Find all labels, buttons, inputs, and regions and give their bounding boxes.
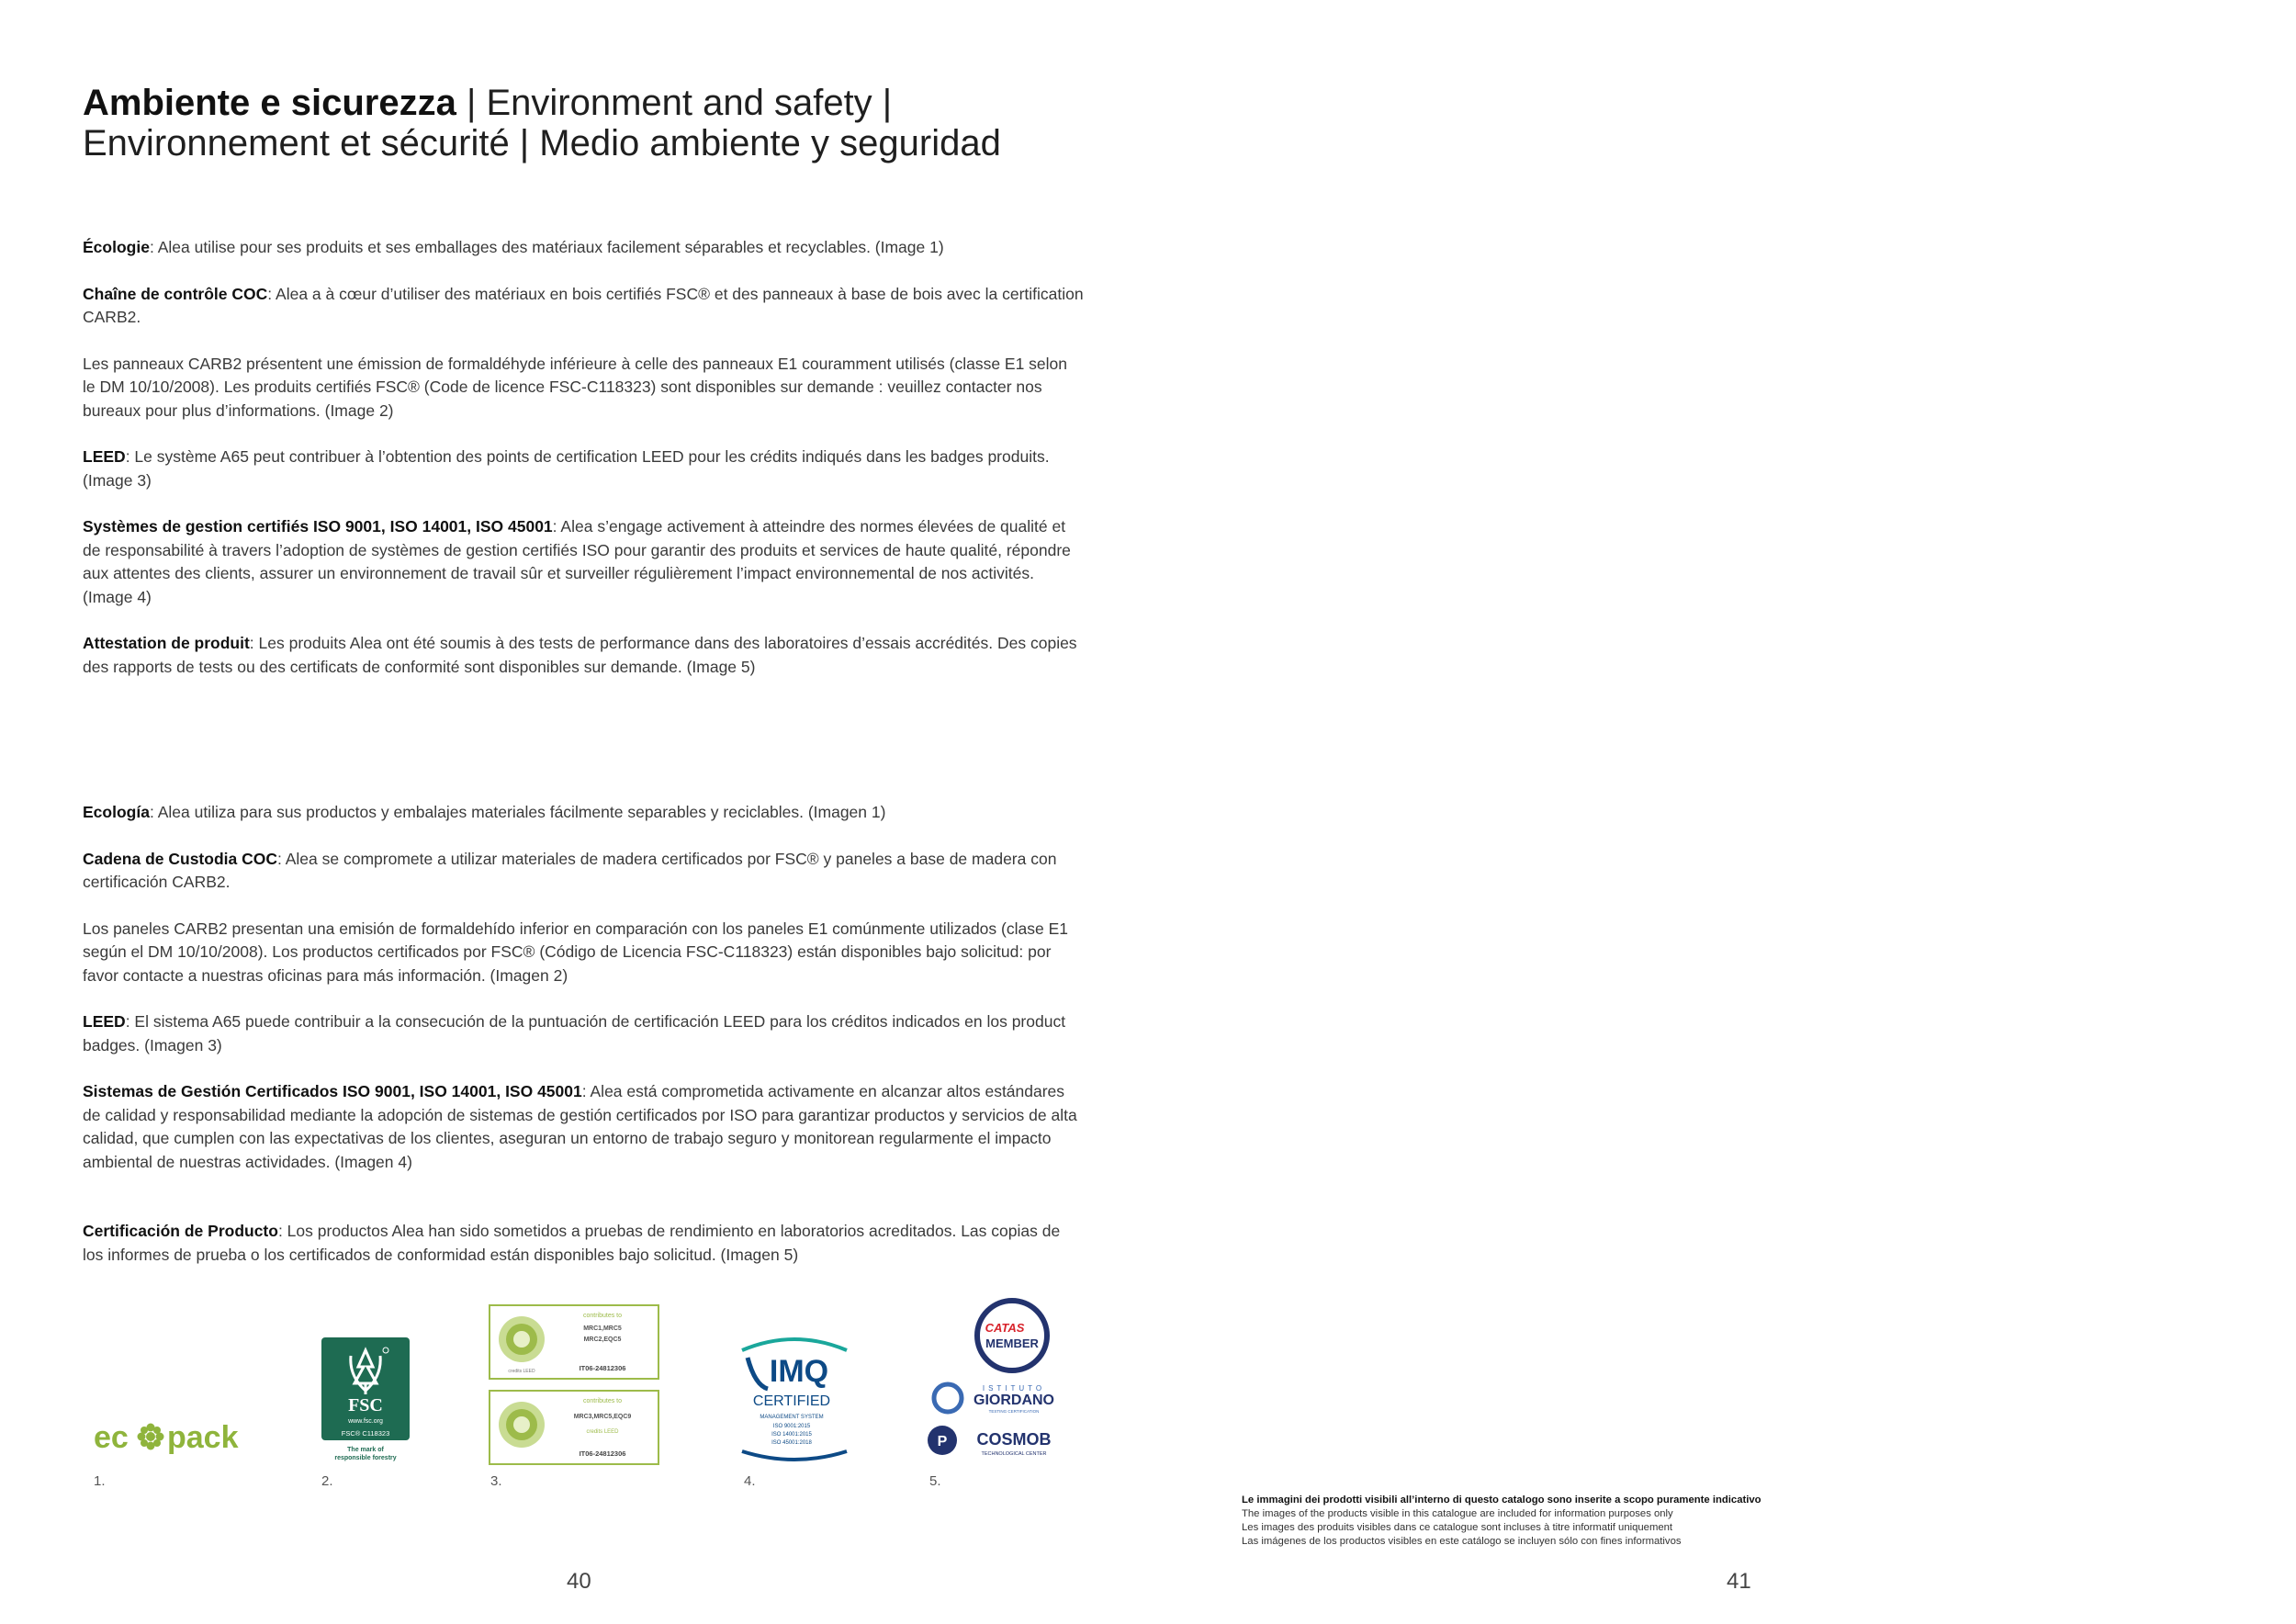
leed-card-2-mid: credits LEED bbox=[586, 1429, 619, 1435]
spanish-paragraph bbox=[83, 801, 1084, 825]
giordano-sub: TESTING CERTIFICATION bbox=[988, 1409, 1040, 1414]
leed-card-2-l1: MRC3,MRC5,EQC9 bbox=[573, 1414, 632, 1420]
fsc-code: FSC® C118323 bbox=[341, 1429, 390, 1438]
spanish-paragraph-label: Ecología bbox=[83, 803, 150, 821]
french-paragraph bbox=[83, 515, 1084, 609]
french-paragraph bbox=[83, 283, 1084, 330]
spanish-paragraph-label: Cadena de Custodia COC bbox=[83, 849, 277, 868]
disclaimer-it: Le immagini dei prodotti visibili all’interno di questo catalogo sono inserite a scopo puramente indicativo bbox=[1242, 1494, 1761, 1506]
flower-icon bbox=[138, 1424, 164, 1450]
imq-system: MANAGEMENT SYSTEM bbox=[760, 1415, 824, 1420]
leed-card-1-code: IT06-24812306 bbox=[579, 1364, 626, 1372]
imq-iso2: ISO 14001:2015 bbox=[771, 1432, 812, 1438]
spanish-paragraph bbox=[83, 1080, 1084, 1174]
disclaimer-fr: Les images des produits visibles dans ce catalogue sont incluses à titre informatif uniquement bbox=[1242, 1522, 1673, 1533]
title-line2: Environnement et sécurité | Medio ambiente y seguridad bbox=[83, 123, 1001, 164]
leed-card-1 bbox=[490, 1305, 658, 1379]
french-paragraph-text: : Alea a à cœur d’utiliser des matériaux en bois certifiés FSC® et des panneaux à base de bois avec la certification CARB2. bbox=[83, 284, 1084, 326]
leed-card-2-code: IT06-24812306 bbox=[579, 1449, 626, 1458]
imq-iso3: ISO 45001:2018 bbox=[771, 1440, 812, 1446]
caption-4: 4. bbox=[744, 1473, 756, 1489]
cosmob-sub: TECHNOLOGICAL CENTER bbox=[981, 1451, 1047, 1457]
spanish-text-block bbox=[83, 801, 1084, 1290]
spanish-paragraph-text: : El sistema A65 puede contribuir a la consecución de la puntuación de certificación LEED para los créditos indicados en los product badges. (Imagen 3) bbox=[83, 1012, 1066, 1054]
imq-logo bbox=[735, 1330, 854, 1467]
fsc-logo bbox=[321, 1337, 413, 1471]
cosmob-logo bbox=[928, 1426, 1052, 1457]
svg-text:P: P bbox=[937, 1434, 948, 1449]
spanish-paragraph-text: : Alea utiliza para sus productos y embalajes materiales fácilmente separables y reciclables. (Imagen 1) bbox=[149, 803, 886, 821]
spanish-paragraph bbox=[83, 1220, 1084, 1267]
leed-card-1-gbc: credits LEED bbox=[508, 1369, 535, 1374]
french-paragraph-text: : Le système A65 peut contribuer à l’obtention des points de certification LEED pour les crédits indiqués dans les badges produits. (Image 3) bbox=[83, 447, 1050, 490]
french-paragraph-text: Les panneaux CARB2 présentent une émission de formaldéhyde inférieure à celle des panneaux E1 couramment utilisés (classe E1 selon le DM 10/10/2008). Les produits certifiés FSC® (Code de licence FSC-C118323) sont disponibles sur demande : veuillez contacter nos bureaux pour plus d’informations. (Image 2) bbox=[83, 354, 1068, 420]
giordano-top: ISTITUTO bbox=[982, 1384, 1046, 1393]
catas-brand: CATAS bbox=[985, 1321, 1025, 1335]
caption-1: 1. bbox=[94, 1473, 106, 1489]
french-paragraph bbox=[83, 445, 1084, 492]
spanish-paragraph bbox=[83, 918, 1084, 988]
disclaimer-en: The images of the products visible in this catalogue are included for information purposes only bbox=[1242, 1508, 1673, 1519]
giordano-name: GIORDANO bbox=[974, 1393, 1054, 1408]
leed-card-1-l1: MRC1,MRC5 bbox=[583, 1325, 622, 1332]
imq-certified: CERTIFIED bbox=[752, 1393, 831, 1409]
french-paragraph-text: : Alea utilise pour ses produits et ses emballages des matériaux facilement séparables et recyclables. (Image 1) bbox=[149, 238, 944, 256]
giordano-logo bbox=[934, 1384, 1054, 1414]
page-number-left: 40 bbox=[567, 1569, 591, 1594]
french-paragraph-text: : Les produits Alea ont été soumis à des tests de performance dans des laboratoires d’essais accrédités. Des copies des rapports de tests ou des certificats de conformité sont disponibles sur demande. (Image 5) bbox=[83, 634, 1077, 676]
cosmob-name: COSMOB bbox=[976, 1430, 1052, 1449]
caption-5: 5. bbox=[929, 1473, 941, 1489]
leed-badges bbox=[489, 1304, 663, 1471]
spanish-paragraph bbox=[83, 848, 1084, 895]
french-paragraph bbox=[83, 632, 1084, 679]
spanish-paragraph-label: Sistemas de Gestión Certificados ISO 9001, ISO 14001, ISO 45001 bbox=[83, 1082, 582, 1100]
title-rest: | Environment and safety | bbox=[456, 83, 893, 123]
fsc-tagline-1: The mark of bbox=[347, 1447, 384, 1453]
leed-card-2 bbox=[490, 1391, 658, 1464]
french-paragraph-label: Attestation de produit bbox=[83, 634, 250, 652]
page-number-right: 41 bbox=[1727, 1569, 1751, 1594]
ecopack-logo bbox=[92, 1415, 276, 1465]
french-paragraph-text: : Alea s’engage activement à atteindre des normes élevées de qualité et de responsabilité à travers l’adoption de systèmes de gestion certifiés ISO pour garantir des produits et services de haute qualité, répondre aux attentes des clients, assurer un environnement de travail sûr et surveiller régulièrement l’impact environnemental de nos activités. (Image 4) bbox=[83, 517, 1071, 606]
disclaimer bbox=[1242, 1494, 1885, 1549]
french-paragraph bbox=[83, 236, 1084, 260]
fsc-url: www.fsc.org bbox=[348, 1418, 383, 1425]
french-text-block bbox=[83, 236, 1084, 702]
spanish-paragraph-text: : Alea se compromete a utilizar materiales de madera certificados por FSC® y paneles a base de madera con certificación CARB2. bbox=[83, 849, 1057, 891]
ecopack-text-left: ec bbox=[94, 1420, 129, 1455]
imq-iso1: ISO 9001:2015 bbox=[772, 1424, 811, 1429]
testing-labs-logos bbox=[922, 1295, 1078, 1465]
spanish-paragraph-text: Los paneles CARB2 presentan una emisión de formaldehído inferior en comparación con los paneles E1 comúnmente utilizados (clase E1 según el DM 10/10/2008). Los productos certificados por FSC® (Código de Licencia FSC-C118323) están disponibles bajo solicitud: por favor contacte a nuestras oficinas para más información. (Imagen 2) bbox=[83, 919, 1068, 985]
caption-2: 2. bbox=[321, 1473, 333, 1489]
caption-3: 3. bbox=[490, 1473, 502, 1489]
spanish-paragraph-text: : Los productos Alea han sido sometidos a pruebas de rendimiento en laboratorios acreditados. Las copias de los informes de prueba o los certificados de conformidad están disponibles bajo solicitud. (Imagen 5) bbox=[83, 1222, 1061, 1264]
leed-card-1-top: contributes to bbox=[582, 1313, 623, 1319]
leed-card-1-l2: MRC2,EQC5 bbox=[583, 1336, 622, 1343]
imq-brand: IMQ bbox=[769, 1354, 829, 1389]
spanish-paragraph-label: Certificación de Producto bbox=[83, 1222, 278, 1240]
ecopack-text-right: pack bbox=[167, 1420, 239, 1455]
french-paragraph bbox=[83, 353, 1084, 423]
page-title bbox=[83, 83, 1093, 164]
french-paragraph-label: Systèmes de gestion certifiés ISO 9001, ISO 14001, ISO 45001 bbox=[83, 517, 553, 536]
leed-card-2-top: contributes to bbox=[582, 1398, 623, 1404]
catas-member: MEMBER bbox=[985, 1336, 1039, 1350]
spanish-paragraph-label: LEED bbox=[83, 1012, 126, 1031]
french-paragraph-label: LEED bbox=[83, 447, 126, 466]
fsc-name: FSC bbox=[348, 1395, 383, 1415]
spanish-paragraph bbox=[83, 1010, 1084, 1057]
spanish-paragraph-text: : Alea está comprometida activamente en alcanzar altos estándares de calidad y responsabilidad mediante la adopción de sistemas de gestión certificados por ISO para garantizar productos y servicios de alta calidad, que cumplen con las expectativas de los clientes, aseguran un entorno de trabajo seguro y monitorean regularmente el impacto ambiental de nuestras actividades. (Imagen 4) bbox=[83, 1082, 1077, 1171]
french-paragraph-label: Écologie bbox=[83, 238, 150, 256]
disclaimer-es: Las imágenes de los productos visibles en este catálogo se incluyen sólo con fines informativos bbox=[1242, 1536, 1682, 1547]
french-paragraph-label: Chaîne de contrôle COC bbox=[83, 284, 268, 303]
fsc-tagline-2: responsible forestry bbox=[334, 1455, 397, 1461]
title-bold: Ambiente e sicurezza bbox=[83, 83, 456, 123]
catas-member-badge bbox=[977, 1301, 1047, 1370]
